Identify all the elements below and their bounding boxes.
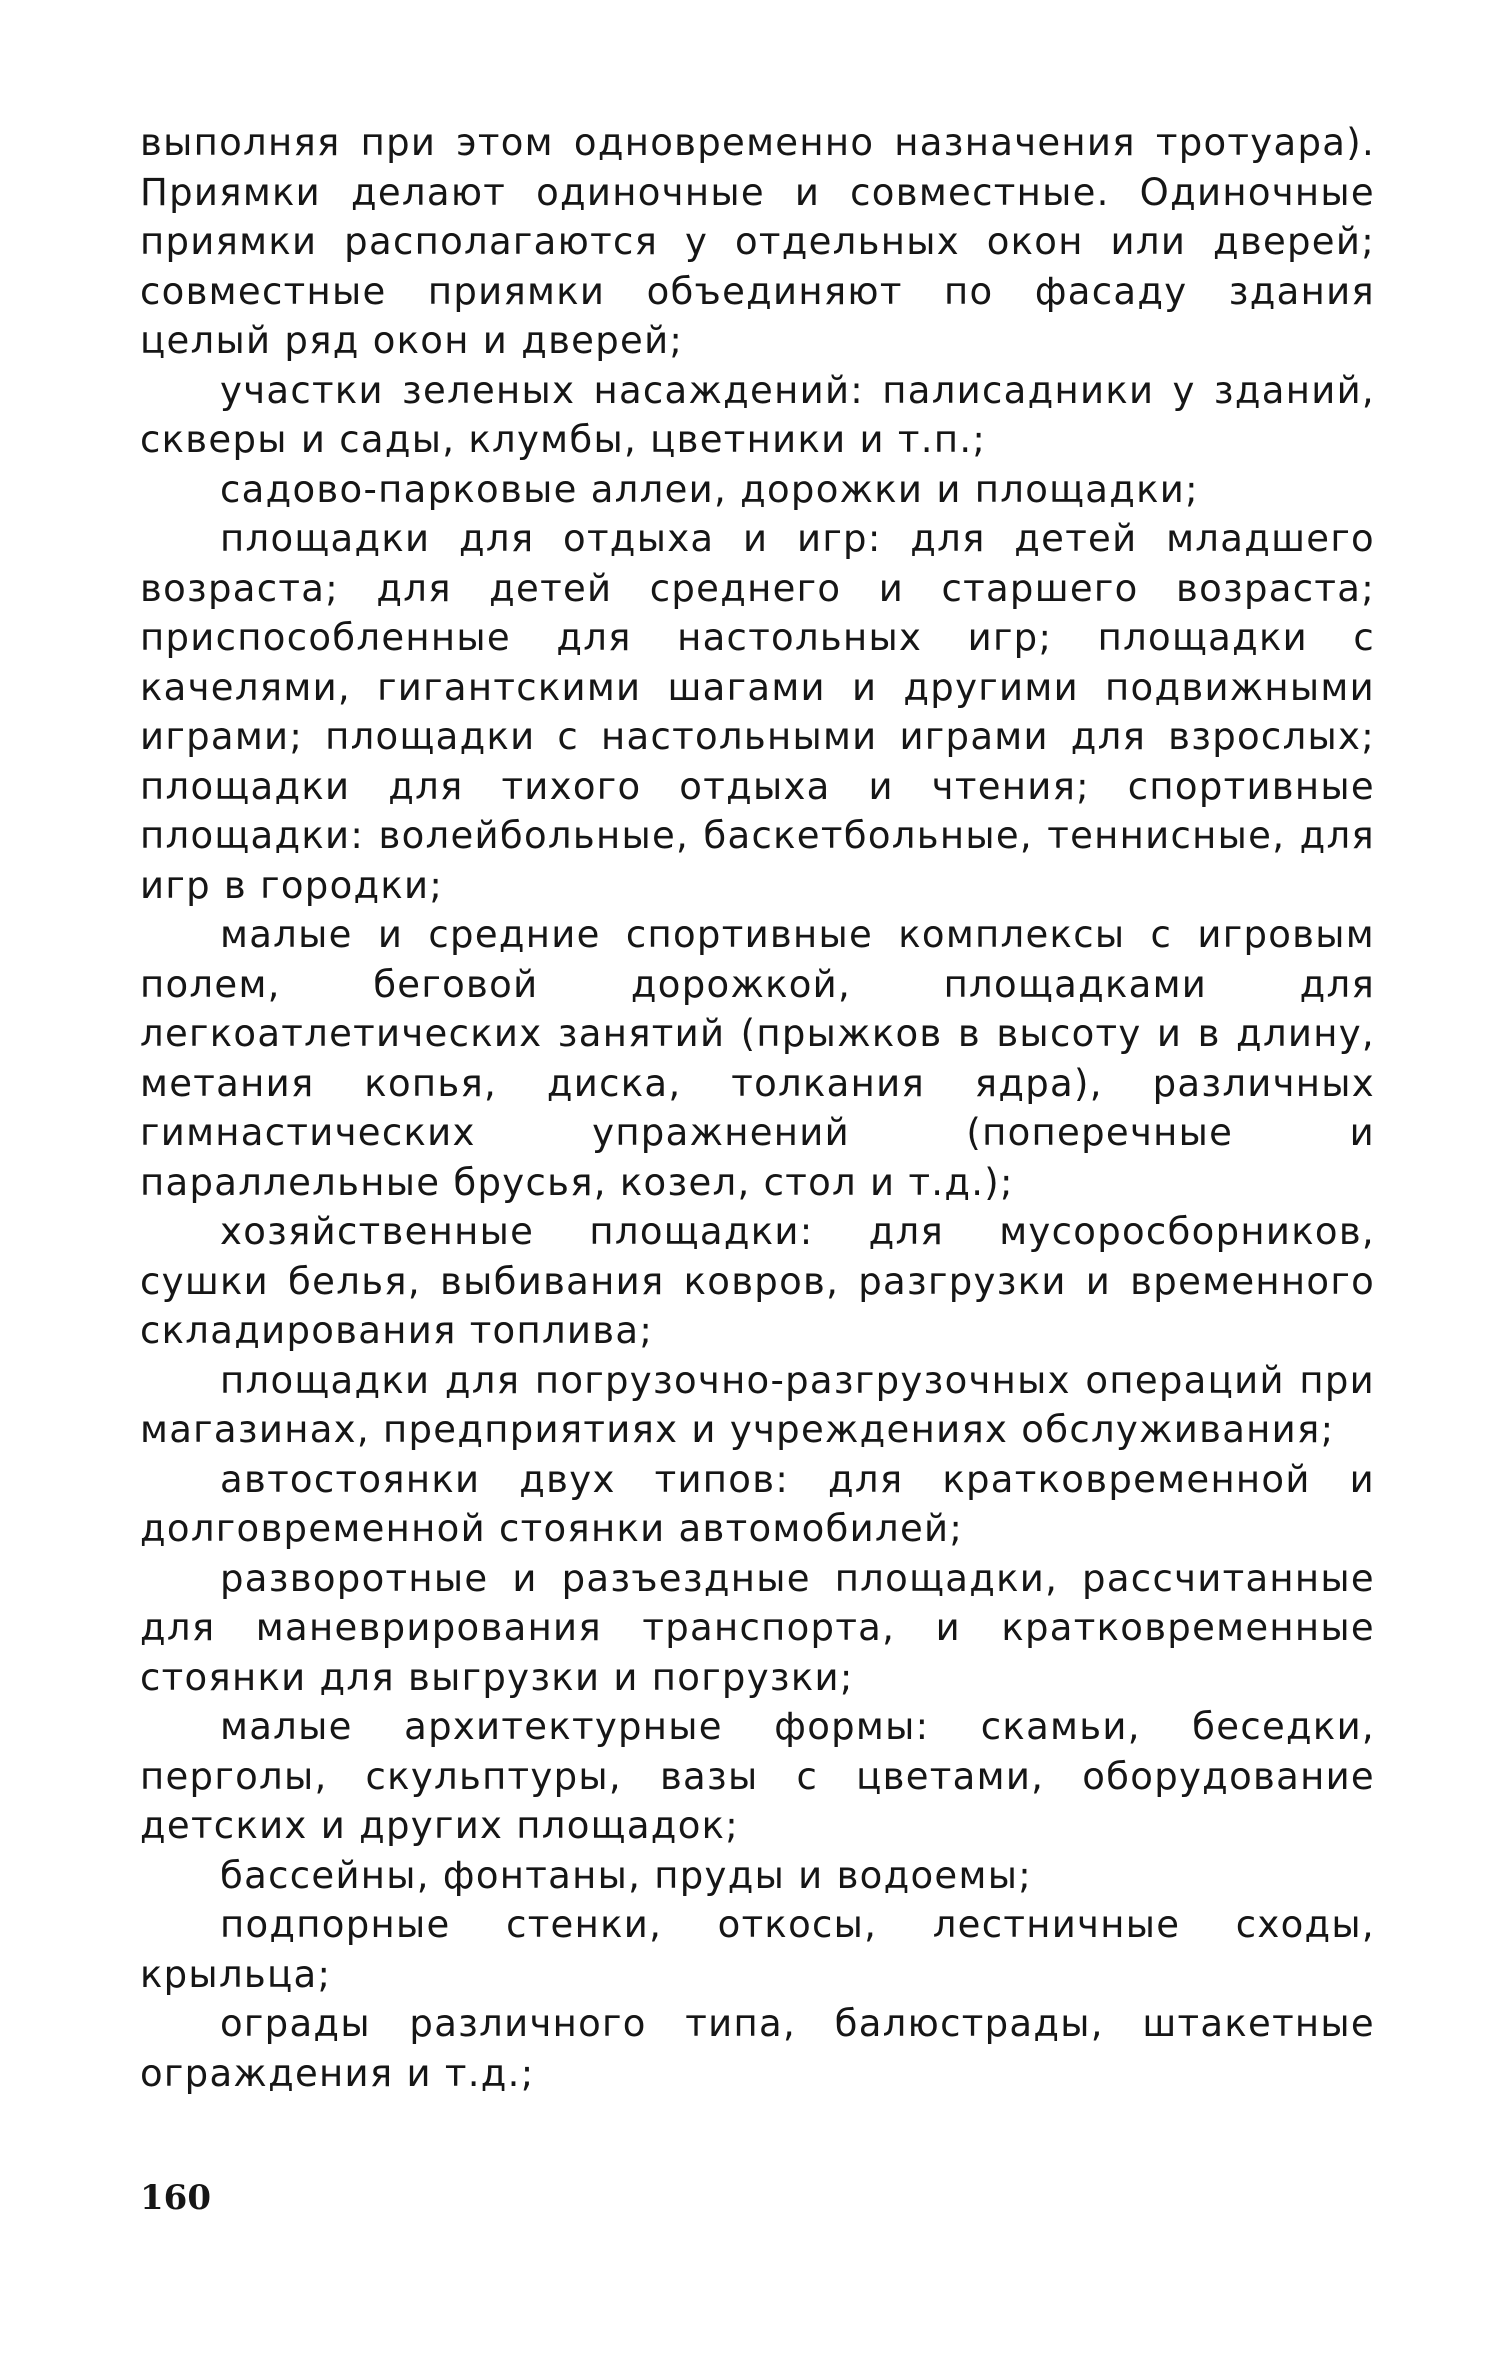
list-item-parking: автостоянки двух типов: для кратковременной и долговременной стоянки автомобилей;: [140, 1457, 1375, 1550]
list-item-fences: ограды различного типа, балюстрады, штакетные ограждения и т.д.;: [140, 2002, 1375, 2095]
list-item-pools: бассейны, фонтаны, пруды и водоемы;: [220, 1853, 1032, 1897]
list-item-small-architectural-forms: малые архитектурные формы: скамьи, беседки, перголы, скульптуры, вазы с цветами, оборудование детских и других площадок;: [140, 1705, 1375, 1847]
list-item-loading-areas: площадки для погрузочно-разгрузочных операций при магазинах, предприятиях и учреждениях обслуживания;: [140, 1358, 1375, 1451]
document-page: [140, 118, 1375, 2318]
list-item-utility-areas: хозяйственные площадки: для мусоросборников, сушки белья, выбивания ковров, разгрузки и временного складирования топлива;: [140, 1210, 1375, 1352]
list-item-turnaround-areas: разворотные и разъездные площадки, рассчитанные для маневрирования транспорта, и кратковременные стоянки для выгрузки и погрузки;: [140, 1556, 1375, 1699]
page-number: 160: [140, 2178, 211, 2218]
paragraph-continuation: выполняя при этом одновременно назначения тротуара). Приямки делают одиночные и совместные. Одиночные приямки располагаются у отдельных окон или дверей; совместные приямки объединяют по фасаду здания целый ряд окон и дверей;: [140, 121, 1375, 362]
list-item-playgrounds: площадки для отдыха и игр: для детей младшего возраста; для детей среднего и старшего возраста; приспособленные для настольных игр; площадки с качелями, гигантскими шагами и другими подвижными играми; площадки с настольными играми для взрослых; площадки для тихого отдыха и чтения; спортивные площадки: волейбольные, баскетбольные, теннисные, для игр в городки;: [140, 517, 1375, 907]
list-item-green-areas: участки зеленых насаждений: палисадники у зданий, скверы и сады, клумбы, цветники и т.п.;: [140, 368, 1375, 461]
list-item-alleys: садово-парковые аллеи, дорожки и площадки;: [220, 467, 1199, 511]
list-item-sports-complexes: малые и средние спортивные комплексы с игровым полем, беговой дорожкой, площадками для легкоатлетических занятий (прыжков в высоту и в длину, метания копья, диска, толкания ядра), различных гимнастических упражнений (поперечные и параллельные брусья, козел, стол и т.д.);: [140, 913, 1375, 1204]
list-item-retaining-walls: подпорные стенки, откосы, лестничные сходы, крыльца;: [140, 1903, 1375, 1996]
